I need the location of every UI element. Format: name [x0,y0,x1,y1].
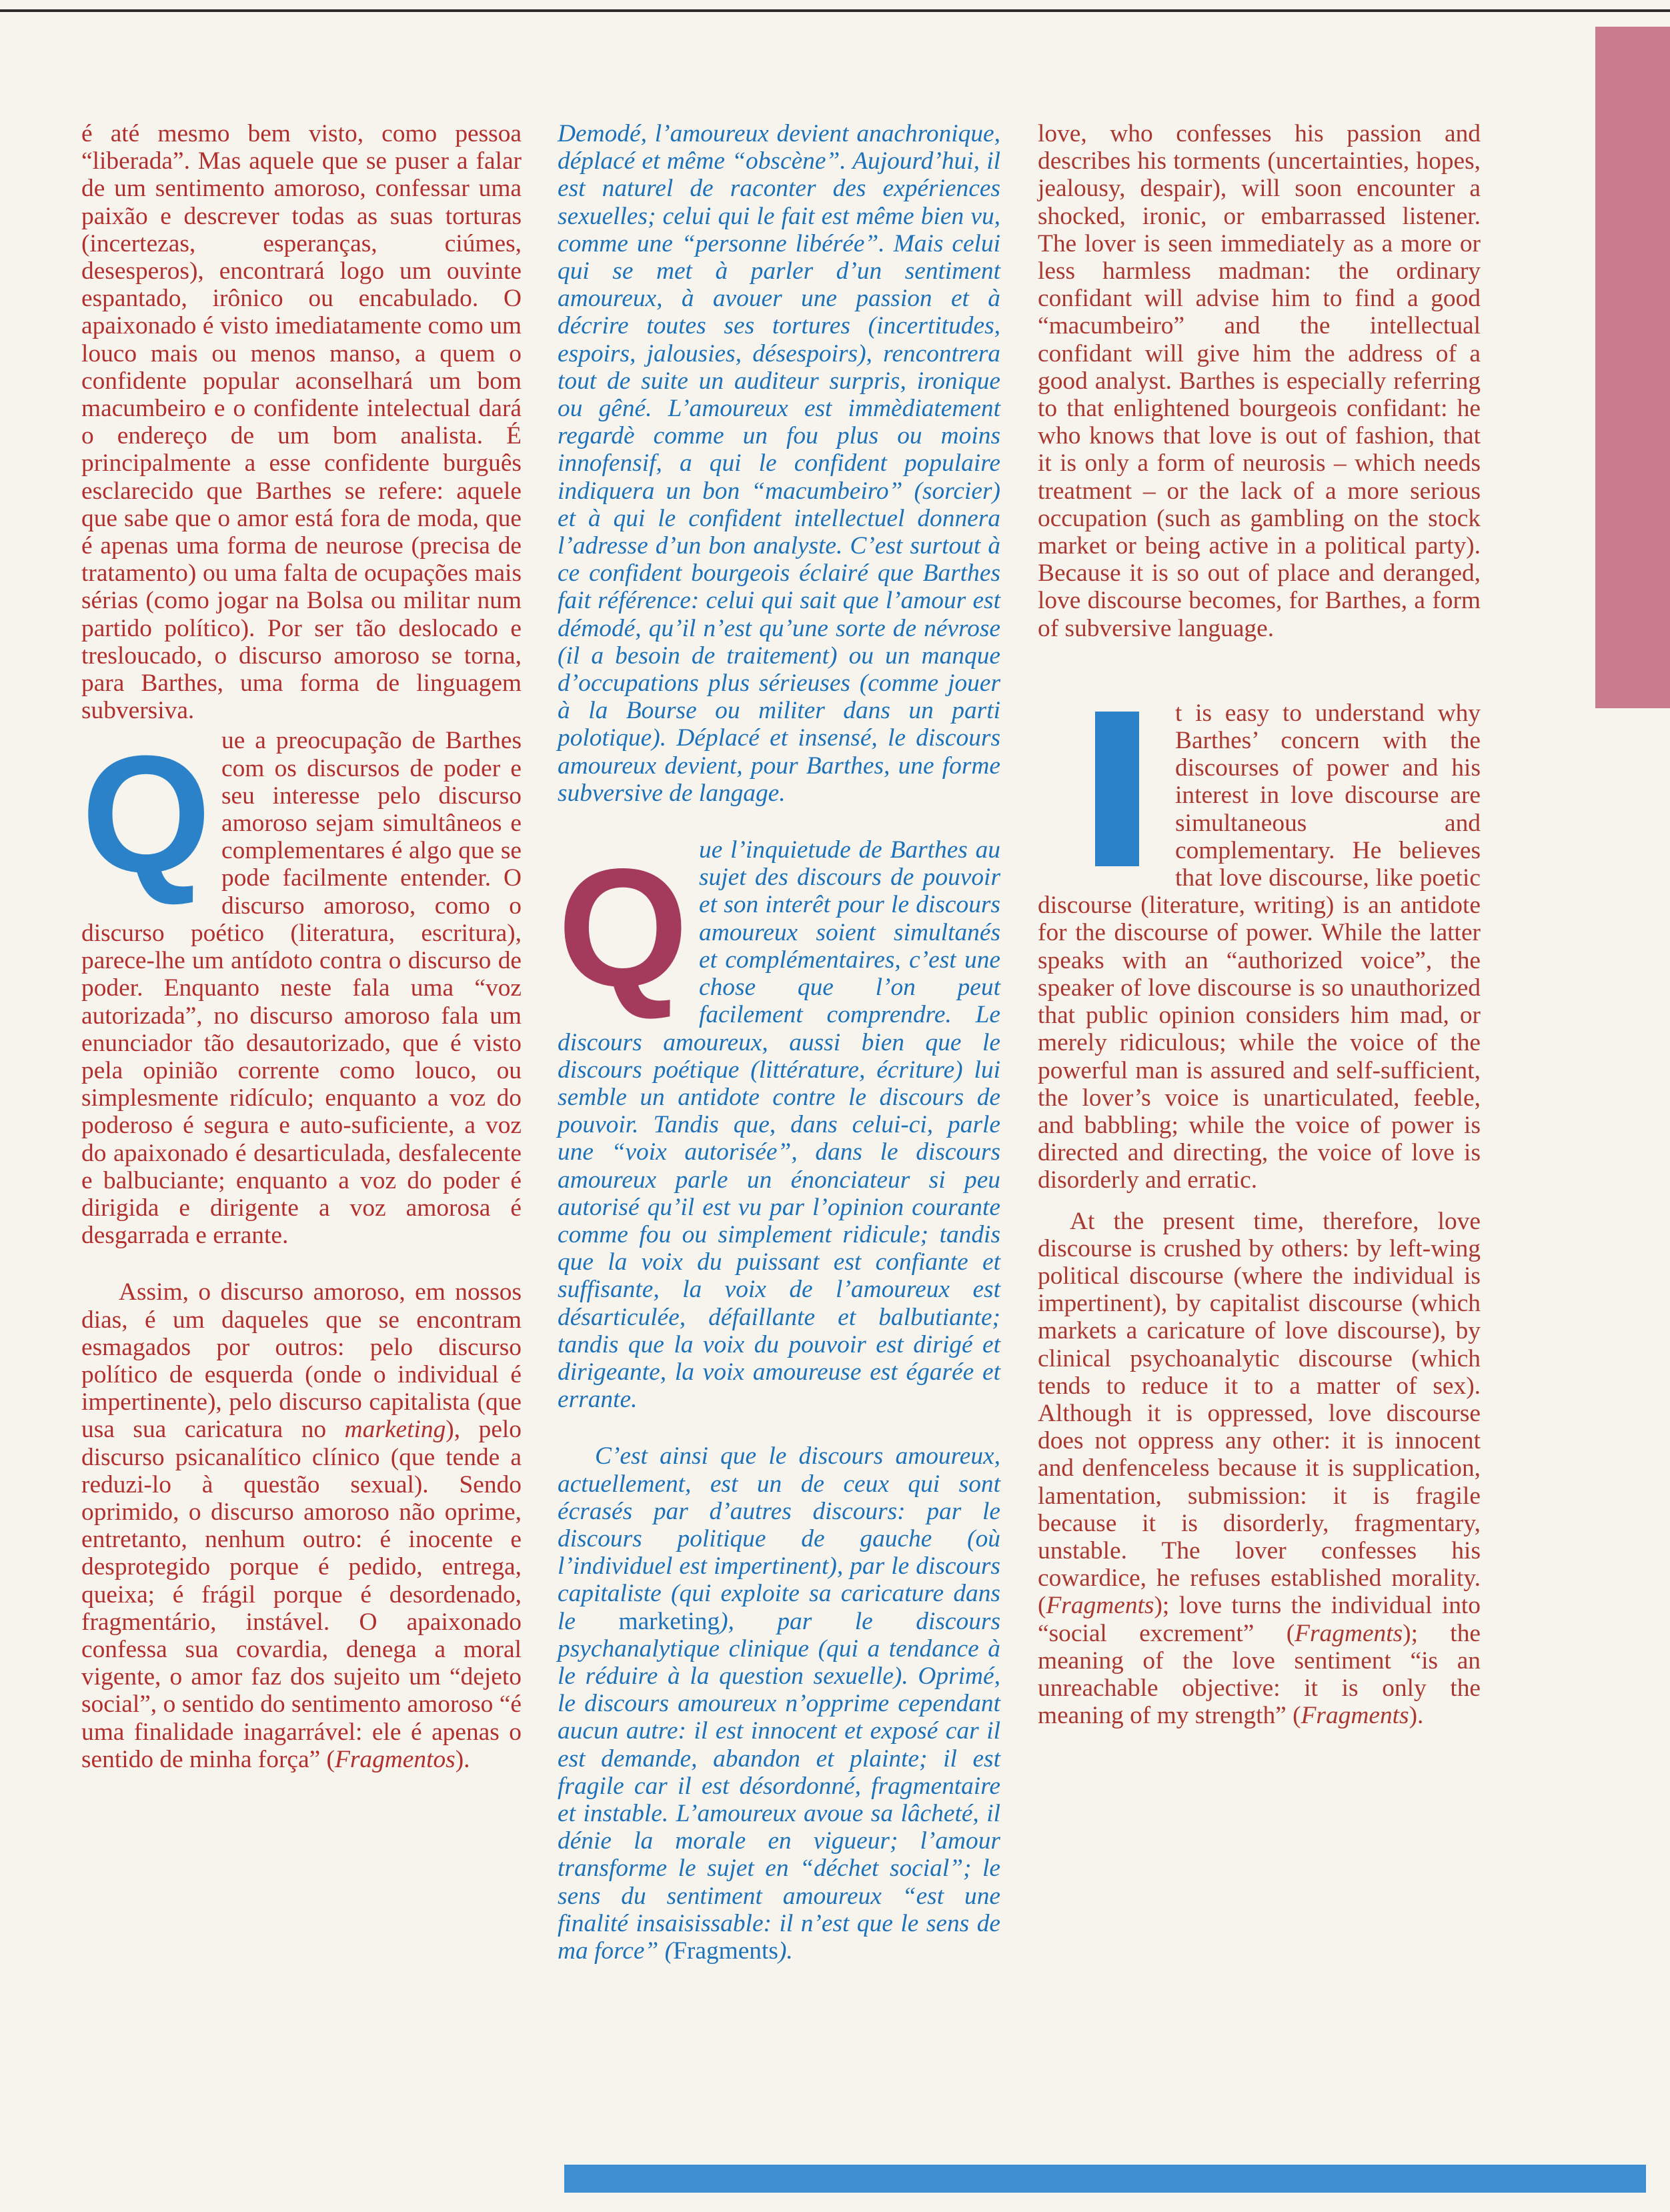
english-p3-part-d: ). [1409,1702,1424,1730]
french-paragraph-1 [558,120,1000,807]
portuguese-p3-part-b: ), pelo discurso psicanalítico clínico (que tende a reduzi-lo à questão sexual). Sendo oprimido, o discurso amoroso não oprime, entretanto, nenhum outro: é inocente e desprotegido porque é pedido, entrega, queixa; é frágil porque é desordenado, fragmentário, instável. O apaixonado confessa sua covardia, denega a moral vigente, o amor faz dos sujeito um “dejeto social”, o sentido do sentimento amoroso “é uma finalidade inagarrável: ele é apenas o sentido de minha força” ( [81,1416,522,1773]
english-p3-part-b: ); love turns the individual into “social excrement” ( [1038,1592,1481,1647]
top-rule [0,9,1670,12]
french-p3-part-a: C’est ainsi que le discours amoureux, actuellement, est un de ceux qui sont écrasés par d’autres discours: par le discours politique de gauche (où l’individuel est impertinent), par le discours capitaliste (qui exploite sa caricature dans le [558,1442,1000,1635]
english-p3-part-a: At the present time, therefore, love discourse is crushed by others: by left-wing political discourse (where the individual is impertinent), by capitalist discourse (which markets a caricature of love discourse), by clinical psychoanalytic discourse (which tends to reduce it to a matter of sex). Although it is oppressed, love discourse does not oppress any other: it is innocent and denfenceless because it is supplication, lamentation, submission: it is fragile because it is disorderly, fragmentary, unstable. The lover confesses his cowardice, he refuses established morality. ( [1038,1207,1481,1620]
portuguese-paragraph-1: é até mesmo bem visto, como pessoa “liberada”. Mas aquele que se puser a falar de um sentimento amoroso, confessar uma paixão e descrever todas as suas torturas (incertezas, esperanças, ciúmes, desesperos), encontrará logo um ouvinte espantado, irônico ou encabulado. O apaixonado é visto imediatamente como um louco mais ou menos manso, a quem o confidente popular aconselhará um bom macumbeiro e o confidente intelectual dará o endereço de um bom analista. É principalmente a esse confidente burguês esclarecido que Barthes se refere: aquele que sabe que o amor está fora de moda, que é apenas uma forma de neurose (precisa de tratamento) ou uma falta de ocupações mais sérias (como jogar na Bolsa ou militar num partido político). Por ser tão deslocado e tresloucado, o discurso amoroso se torna, para Barthes, uma forma de linguagem subversiva. [81,120,522,725]
portuguese-p3-marketing: marketing [344,1416,446,1444]
english-paragraph-2 [1038,700,1481,1194]
english-paragraph-1: love, who confesses his passion and describes his torments (uncertainties, hopes, jealousy, despair), will soon encounter a shocked, ironic, or embarrassed listener. The lover is seen immediately as a more or less harmless madman: the ordinary confidant will advise him to find a good “macumbeiro” and the intellectual confidant will give him the address of a good analyst. Barthes is especially referring to that enlightened bourgeois confidant: he who knows that love is out of fashion, that it is only a form of neurosis – which needs treatment – or the lack of a more serious occupation (such as gambling on the stock market or being active in a political party). Because it is so out of place and deranged, love discourse becomes, for Barthes, a form of subversive language. [1038,120,1481,642]
french-p3-fragments: Fragments [673,1937,778,1965]
english-dropcap-letter: I [1095,712,1098,718]
french-p3-marketing: marketing [618,1607,720,1635]
portuguese-p3-part-c: ). [455,1745,470,1773]
french-p1-part-d: C’est surtout à ce confident bourgeois éclairé que Barthes fait référence: celui qui sait que l’amour est démodé, qu’il n’est qu’une sorte de névrose (il a besoin de traitement) ou un manque d’occupations plus sérieuses (comme jouer à la Bourse ou militer dans un parti polotique). [558,532,1001,752]
french-p1-part-b: Mais celui qui se met à parler d’un sentiment amoureux, à avouer une passion et à décrire toutes ses tortures (incertitudes, espoirs, jalousies, désespoirs), rencontrera tout de suite un auditeur surpris, ironique ou gêné. [558,229,1001,423]
portuguese-paragraph-3 [81,1278,522,1773]
english-column [1038,120,1481,1729]
english-paragraph-2-text [1038,700,1481,1194]
french-p1-part-e: Déplacé et insensé, le discours amoureux devient, pour Barthes, une forme subversive de langage. [558,724,1000,807]
english-p2-text: t is easy to understand why Barthes’ concern with the discourses of power and his interest in love discourse are simultaneous and complementary. He believes that love discourse, like poetic discourse (literature, writing) is an antidote for the discourse of power. While the latter speaks with an “authorized voice”, the speaker of love discourse is so unauthorized that public opinion considers him mad, or merely ridiculous; while the voice of the powerful man is assured and self-sufficient, the lover’s voice is unarticulated, feeble, and babbling; while the voice of power is directed and directing, the voice of love is disorderly and erratic. [1038,699,1481,1194]
english-p3-fragments-2: Fragments [1295,1619,1403,1647]
french-paragraph-2-text: ue l’inquietude de Barthes au sujet des discours de pouvoir et son interêt pour le discours amoureux soient simultanés et complémentaires, c’est une chose que l’on peut facilement comprendre. Le discours amoureux, aussi bien que le discours poétique (littérature, écriture) lui semble un antidote contre le discours de pouvoir. Tandis que, dans celui-ci, parle une “voix autorisée”, dans le discours amoureux parle un énonciateur si peu autorisé qu’il est vu par l’opinion courante comme fou ou simplement ridicule; tandis que la voix du puissant est confiante et suffisante, la voix de l’amoureux est désarticulée, défaillante et balbutiante; tandis que la voix du pouvoir est dirigé et dirigeante, la voix amoureuse est égarée et errante. [558,836,1000,1414]
french-column [558,120,1000,1965]
portuguese-column [81,120,522,1773]
english-p3-part-c: ); the meaning of the love sentiment “is an unreachable objective: it is only the meaning of my strength” ( [1038,1619,1481,1730]
french-paragraph-3 [558,1442,1000,1965]
portuguese-p3-fragmentos: Fragmentos [335,1745,456,1773]
french-dropcap: Q [558,834,689,1022]
portuguese-dropcap: Q [81,721,211,908]
french-p1-part-a: Demodé, l’amoureux devient anachronique, déplacé et même “obscène”. Aujourd’hui, il est naturel de raconter des expériences sexuelles; celui qui le fait est même bien vu, comme une “personne libérée”. [558,120,1000,257]
french-p3-part-b: ), par le discours psychanalytique clinique (qui a tendance à le réduire à la question sexuelle). Oprimé, le discours amoureux n’opprime cependant aucun autre: il est innocent et exposé car il est demande, abandon et plainte; il est fragile car il est désordonné, fragmentaire et instable. L’amoureux avoue sa lâcheté, il dénie la morale en vigueur; l’amour transforme le sujet en “déchet social”; le sens du sentiment amoureux “est une finalité insaisissable: il n’est que le sens de ma force” ( [558,1607,1000,1965]
english-p3-fragments-3: Fragments [1301,1702,1409,1730]
french-paragraph-2 [558,836,1000,1413]
french-p3-part-c: ). [778,1937,793,1965]
english-p3-fragments-1: Fragments [1046,1592,1154,1620]
portuguese-paragraph-2-text: ue a preocupação de Barthes com os discursos de poder e seu interesse pelo discurso amoroso sejam simultâneos e complementares é algo que se pode facilmente entender. O discurso amoroso, como o discurso poético (literatura, escritura), parece-lhe um antídoto contra o discurso de poder. Enquanto neste fala uma “voz autorizada”, no discurso amoroso fala um enunciador tão desautorizado, que é visto pela opinião corrente como louco, ou simplesmente ridículo; enquanto a voz do poderoso é segura e auto-suficiente, a voz do apaixonado é desarticulada, desfalecente e balbuciante; enquanto a voz do poder é dirigida e dirigente a voz amorosa é desgarrada e errante. [81,727,522,1250]
portuguese-paragraph-2 [81,721,522,1250]
french-p1-part-c: L’amoureux est immèdiatement regardè comme un fou plus ou moins innofensif, a qui le confident populaire indiquera un bon “macumbeiro” (sorcier) et à qui le confident intellectuel donnera l’adresse d’un bon analyste. [558,395,1000,560]
bottom-color-bar [564,2165,1646,2193]
portuguese-p3-part-a: Assim, o discurso amoroso, em nossos dias, é um daqueles que se encontram esmagados por outros: pelo discurso político de esquerda (onde o individual é impertinente), pelo discurso capitalista (que usa sua caricatura no [81,1278,522,1444]
english-paragraph-3 [1038,1208,1481,1730]
side-color-bar [1595,27,1670,708]
